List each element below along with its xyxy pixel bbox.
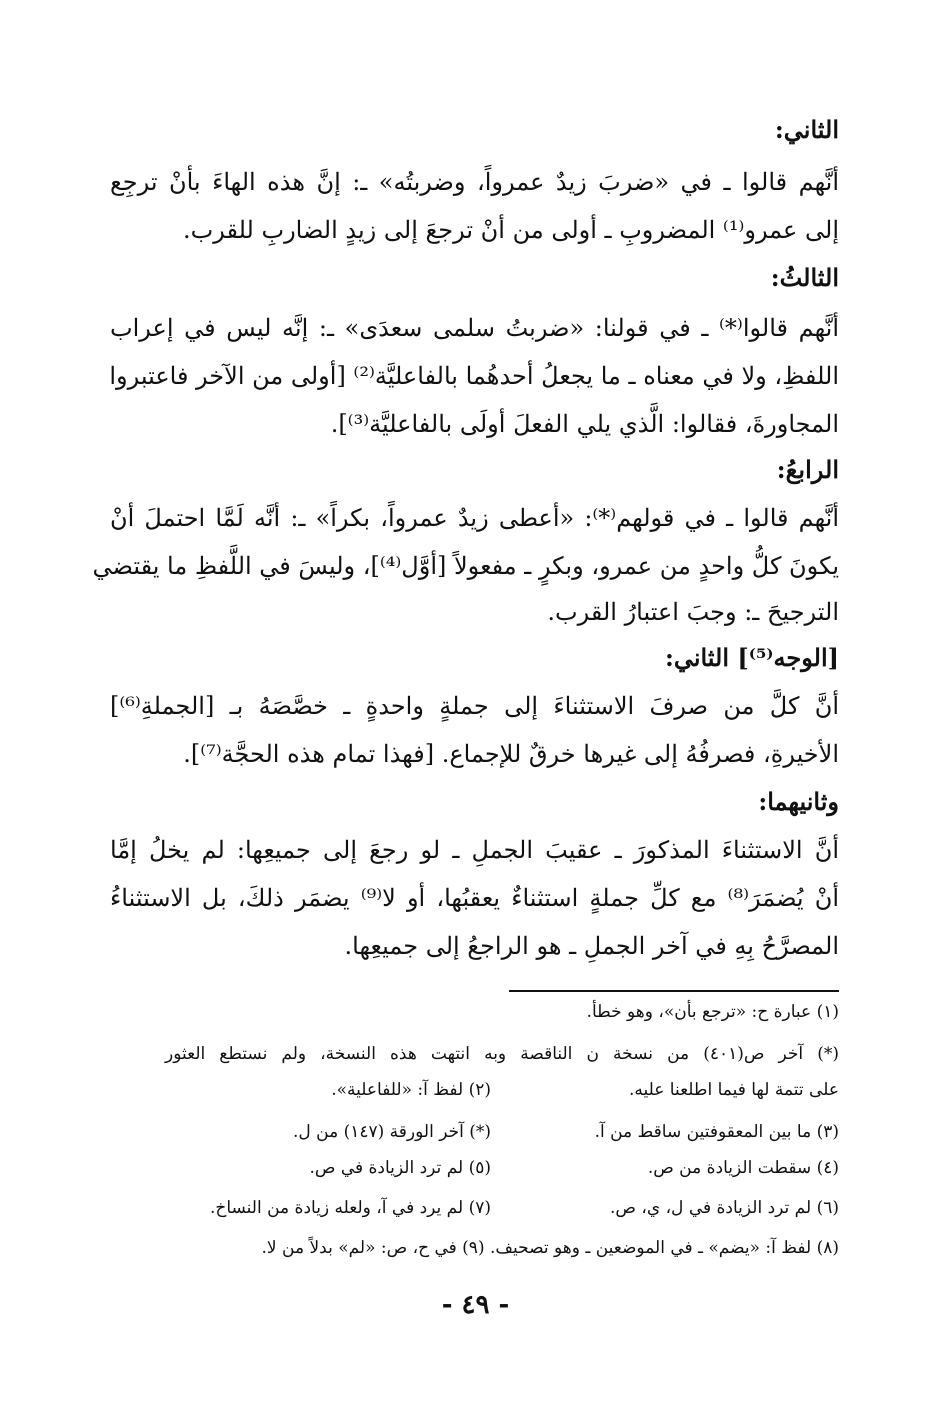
heading-third: الثالثُ: (770, 263, 839, 292)
footnote-5: (٥) لم ترد الزيادة في ص. (309, 1158, 491, 1178)
text-line: أنَّهم قالوا ـ في «ضربَ زيدٌ عمرواً، وضربتُه» ـ: إنَّ هذه الهاءَ بأنْ ترجِع (110, 168, 839, 196)
footnote-3: (٣) ما بين المعقوفتين ساقط من آ. (594, 1122, 839, 1142)
text-line: أنَّ الاستثناءَ المذكورَ ـ عقيبَ الجملِ ـ لو رجعَ إلى جميعِها: لم يخلُ إمَّا (110, 836, 839, 864)
text-line: أنْ يُضمَرَ⁽⁸⁾ مع كلِّ جملةٍ استثناءٌ يعقبُها، أو لا⁽⁹⁾ يضمَر ذلكَ، بل الاستثناءُ (110, 884, 839, 912)
text-line: الترجيحَ ـ: وجبَ اعتبارُ القرب. (547, 598, 839, 626)
page-number: - ٤٩ - (441, 1290, 510, 1320)
heading-thaniyhuma: وثانيهما: (758, 787, 839, 816)
text-line: أنَّهم قالوا ـ في قولهم⁽*⁾: «أعطى زيدٌ عمرواً، بكراً» ـ: أنَّه لَمَّا احتملَ أنْ (110, 504, 839, 532)
text-line: الأخيرةِ، فصرفُهُ إلى غيرها خرقٌ للإجماع. [فهذا تمام هذه الحجَّة⁽⁷⁾]. (183, 740, 839, 768)
text-line: أنَّهم قالوا⁽*⁾ ـ في قولنا: «ضربتُ سلمى سعدَى» ـ: إنَّه ليس في إعراب (110, 314, 839, 342)
heading-wajh: [الوجه⁽⁵⁾] الثاني: (664, 643, 839, 672)
footnote-separator (509, 990, 839, 992)
footnote-7: (٧) لم يرد في آ، ولعله زيادة من النساخ. (209, 1198, 491, 1218)
footnote-2: (٢) لفظ آ: «للفاعلية». (331, 1080, 491, 1100)
footnote-1: (١) عبارة ح: «ترجع بأن»، وهو خطأ. (586, 1002, 839, 1022)
text-line: يكونَ كلُّ واحدٍ من عمرو، وبكرٍ ـ مفعولاً [أوَّل⁽⁴⁾]، وليسَ في اللَّفظِ ما يقتضي (92, 552, 839, 580)
footnote-star-cont: على تتمة لها فيما اطلعنا عليه. (628, 1080, 839, 1100)
heading-fourth: الرابعُ: (776, 455, 839, 484)
text-line: أنَّ كلَّ من صرفَ الاستثناءَ إلى جملةٍ واحدةٍ ـ خصَّصَهُ بـ [الجملةِ⁽⁶⁾] (110, 692, 839, 720)
footnote-4: (٤) سقطت الزيادة من ص. (647, 1158, 839, 1178)
footnote-8-9: (٨) لفظ آ: «يضم» ـ في الموضعين ـ وهو تصحيف. (٩) في ح، ص: «لم» بدلاً من لا. (261, 1238, 839, 1258)
footnote-6: (٦) لم ترد الزيادة في ل، ي، ص. (610, 1198, 839, 1218)
footnote-star-2: (*) آخر الورقة (١٤٧) من ل. (292, 1122, 491, 1142)
text-line: اللفظِ، ولا في معناه ـ ما يجعلُ أحدهُما بالفاعليَّة⁽²⁾ [أولى من الآخر فاعتبروا (109, 362, 839, 390)
text-line: المجاورةَ، فقالوا: الَّذي يلي الفعلَ أولَى بالفاعليَّة⁽³⁾]. (330, 410, 839, 438)
text-line: إلى عمرو⁽¹⁾ المضروبِ ـ أولى من أنْ ترجعَ إلى زيدٍ الضاربِ للقرب. (182, 216, 839, 244)
heading-second: الثاني: (774, 115, 839, 144)
footnote-star: (*) آخر ص(٤٠١) من نسخة ن الناقصة وبه انتهت هذه النسخة، ولم نستطع العثور (165, 1044, 839, 1064)
text-line: المصرَّحُ بِهِ في آخر الجملِ ـ هو الراجعُ إلى جميعِها. (344, 932, 839, 960)
